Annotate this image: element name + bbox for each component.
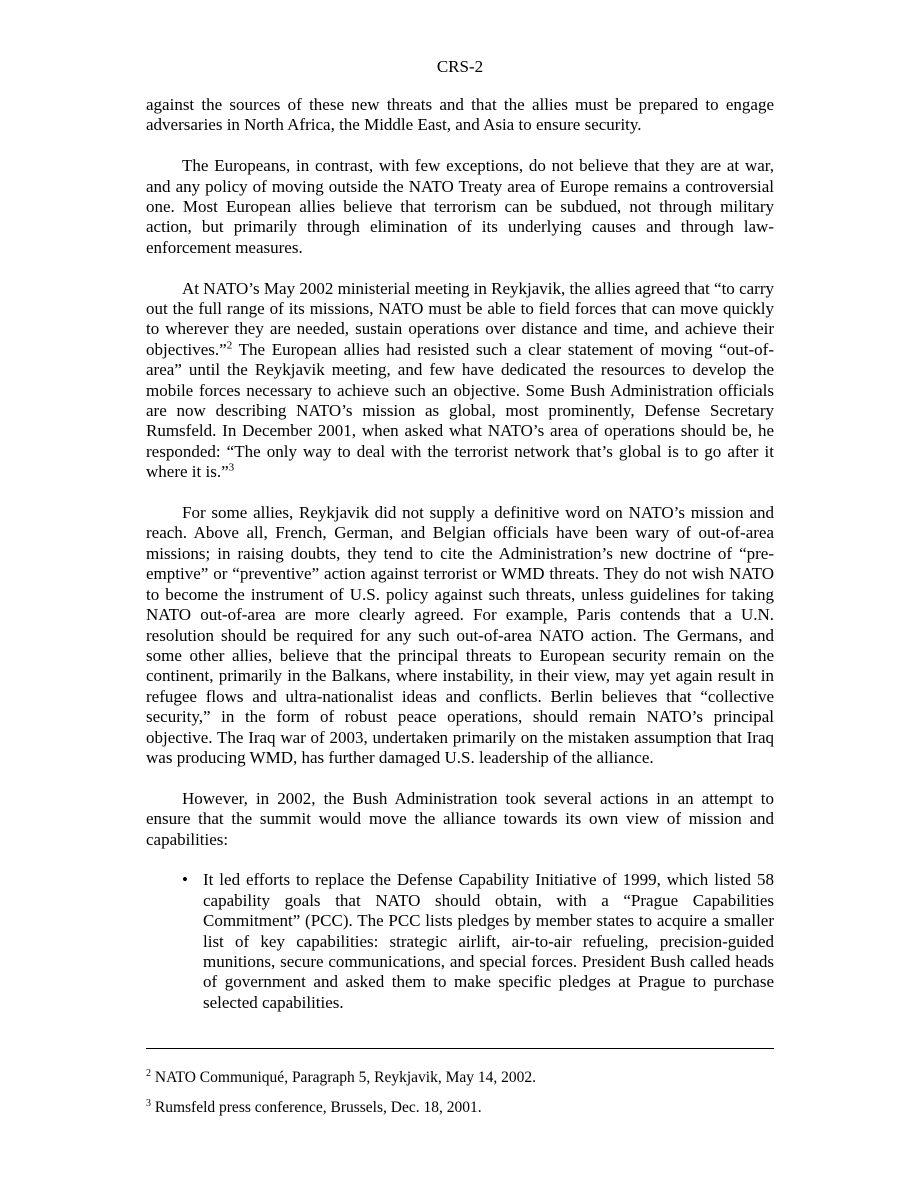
footnote-ref-3[interactable]: 3 [228, 461, 235, 474]
footnote-3 [146, 1098, 774, 1117]
paragraph-4: For some allies, Reykjavik did not supply a definitive word on NATO’s mission and reach. Above all, French, German, and Belgian officials have been wary of out-of-area missions; in raising doubts, they tend to cite the Administration’s new doctrine of “pre-emptive” or “preventive” action against terrorist or WMD threats. They do not wish NATO to become the instrument of U.S. policy against such threats, unless guidelines for taking NATO out-of-area are more clearly agreed. For example, Paris contends that a U.N. resolution should be required for any such out-of-area NATO action. The Germans, and some other allies, believe that the principal threats to European security remain on the continent, primarily in the Balkans, where instability, in their view, may yet again result in refugee flows and ultra-nationalist ideas and conflicts. Berlin believes that “collective security,” in the form of robust peace operations, should remain NATO’s principal objective. The Iraq war of 2003, undertaken primarily on the mistaken assumption that Iraq was producing WMD, has further damaged U.S. leadership of the alliance. [146, 503, 774, 767]
paragraph-3-text-b: The European allies had resisted such a clear statement of moving “out-of-area” until the Reykjavik meeting, and few have dedicated the resources to develop the mobile forces necessary to achieve such an objective. Some Bush Administration officials are now describing NATO’s mission as global, most prominently, Defense Secretary Rumsfeld. In December 2001, when asked what NATO’s area of operations should be, he responded: “The only way to deal with the terrorist network that’s global is to go after it where it is.” [146, 339, 774, 482]
footnote-text-3: Rumsfeld press conference, Brussels, Dec. 18, 2001. [151, 1099, 482, 1116]
footnotes-section [146, 1068, 774, 1128]
paragraph-2: The Europeans, in contrast, with few exceptions, do not believe that they are at war, and any policy of moving outside the NATO Treaty area of Europe remains a controversial one. Most European allies believe that terrorism can be subdued, not through military action, but primarily through elimination of its underlying causes and through law-enforcement measures. [146, 156, 774, 257]
paragraph-5: However, in 2002, the Bush Administration took several actions in an attempt to ensure that the summit would move the alliance towards its own view of mission and capabilities: [146, 788, 774, 849]
page-number-header: CRS-2 [436, 57, 484, 76]
footnote-divider [146, 1048, 774, 1049]
bullet-text: It led efforts to replace the Defense Capability Initiative of 1999, which listed 58 capability goals that NATO should obtain, with a “Prague Capabilities Commitment” (PCC). The PCC lists pledges by member states to acquire a smaller list of key capabilities: strategic airlift, air-to-air refueling, precision-guided munitions, secure communications, and special forces. President Bush called heads of government and asked them to make specific pledges at Prague to purchase selected capabilities. [203, 870, 774, 1012]
paragraph-1: against the sources of these new threats and that the allies must be prepared to engage adversaries in North Africa, the Middle East, and Asia to ensure security. [146, 95, 774, 135]
footnote-ref-2[interactable]: 2 [226, 339, 233, 352]
bullet-item-pcc [182, 870, 774, 1013]
bullet-marker: • [182, 870, 188, 890]
footnote-text-2: NATO Communiqué, Paragraph 5, Reykjavik, May 14, 2002. [151, 1069, 537, 1086]
document-body [146, 95, 774, 1013]
paragraph-3-text-a: At NATO’s May 2002 ministerial meeting in Reykjavik, the allies agreed that “to carry out the full range of its missions, NATO must be able to field forces that can move quickly to wherever they are needed, sustain operations over distance and time, and achieve their objectives.” [146, 278, 774, 359]
footnote-2 [146, 1068, 774, 1087]
paragraph-3 [146, 279, 774, 483]
bullet-list [146, 870, 774, 1013]
footnote-number-3: 3 [146, 1097, 151, 1109]
footnote-number-2: 2 [146, 1067, 151, 1079]
